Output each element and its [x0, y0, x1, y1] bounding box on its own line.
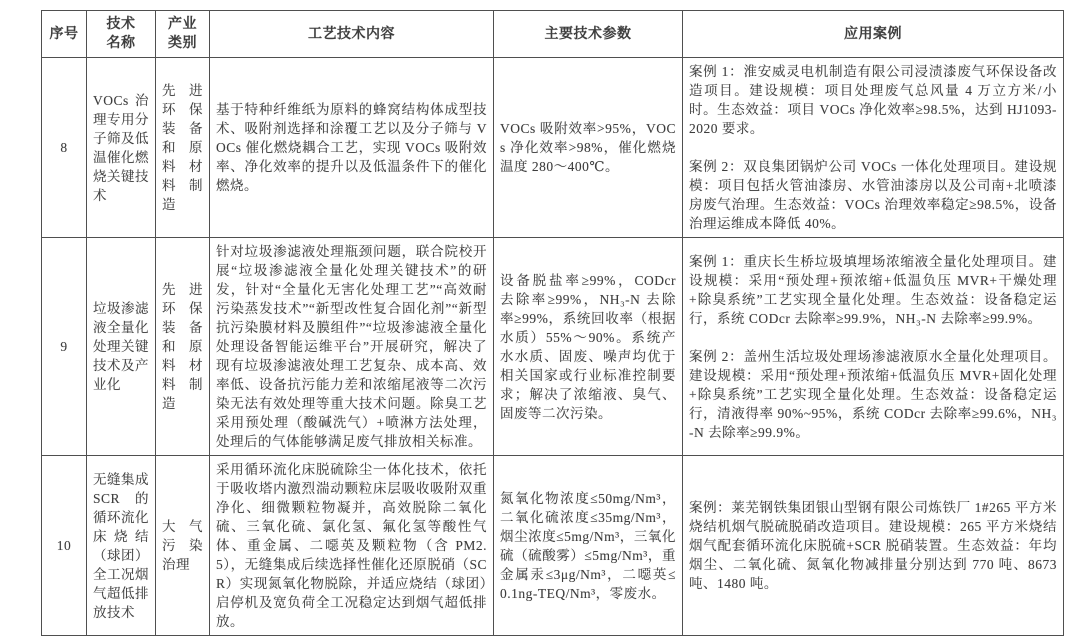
- table-row-8: [42, 58, 1064, 238]
- serial-cell: 9: [42, 238, 87, 456]
- header-serial-number: 序号: [42, 11, 87, 58]
- header-technology-name: 技术 名称: [87, 11, 156, 58]
- category-cell: 先进环保装备和原料材料制造: [156, 238, 210, 456]
- category-cell: 大气污染治理: [156, 456, 210, 636]
- tech-name-cell: VOCs 治理专用分子筛及低温催化燃烧关键技术: [87, 58, 156, 238]
- params-cell: VOCs 吸附效率>95%，VOCs 净化效率>98%，催化燃烧温度 280～400℃。: [494, 58, 683, 238]
- params-cell: 氮氧化物浓度≤50mg/Nm³，二氧化硫浓度≤35mg/Nm³，烟尘浓度≤5mg/Nm³，三氧化硫（硫酸雾）≤5mg/Nm³，重金属汞≤3μg/Nm³，二噁英≤0.1ng-TEQ/Nm³，零废水。: [494, 456, 683, 636]
- header-application-cases: 应用案例: [683, 11, 1064, 58]
- header-row: [42, 11, 1064, 58]
- serial-cell: 10: [42, 456, 87, 636]
- serial-cell: 8: [42, 58, 87, 238]
- case-paragraph: 案例 1：淮安威灵电机制造有限公司浸渍漆废气环保设备改造项目。建设规模：项目处理废气总风量 4 万立方米/小时。生态效益：项目 VOCs 净化效率≥98.5%，达到 HJ1093-2020 要求。: [689, 64, 1057, 136]
- technology-catalog-table: [41, 10, 1064, 636]
- cases-cell: [683, 238, 1064, 456]
- content-cell: 基于特种纤维纸为原料的蜂窝结构体成型技术、吸附剂选择和涂覆工艺以及分子筛与 VOCs 催化燃烧耦合工艺，实现 VOCs 吸附效率、净化效率的提升以及低温条件下的催化燃烧。: [210, 58, 494, 238]
- case-paragraph: 案例 2：盖州生活垃圾处理场渗滤液原水全量化处理项目。建设规模：采用“预处理+预浓缩+低温负压 MVR+固化处理+除臭系统”工艺实现全量化处理。生态效益：设备稳定运行，清液得率 90%~95%，系统 CODcr 去除率≥99.6%，NH₃-N 去除率≥99.9%。: [689, 348, 1057, 440]
- content-cell: 采用循环流化床脱硫除尘一体化技术，依托于吸收塔内激烈湍动颗粒床层吸收吸附双重净化、细微颗粒物凝并，高效脱除二氧化硫、三氧化硫、氯化氢、氟化氢等酸性气体、重金属、二噁英及颗粒物（含 PM2.5），无缝集成后续选择性催化还原脱硝（SCR）实现氮氧化物脱除，并适应烧结（球团）启停机及宽负荷全工况稳定达到烟气超低排放。: [210, 456, 494, 636]
- params-cell: 设备脱盐率≥99%，CODcr 去除率≥99%，NH₃-N 去除率≥99%，系统回收率（根据水质）55%～90%。系统产水水质、固废、噪声均优于相关国家或行业标准控制要求；解决了浓缩液、臭气、固废等二次污染。: [494, 238, 683, 456]
- case-paragraph: 案例 2：双良集团锅炉公司 VOCs 一体化处理项目。建设规模：项目包括火管油漆房、水管油漆房以及公司南+北喷漆房废气治理。生态效益：VOCs 治理效率稳定≥98.5%，设备治理运维成本降低 40%。: [689, 159, 1057, 231]
- tech-name-cell: 无缝集成 SCR 的循环流化床烧结（球团）全工况烟气超低排放技术: [87, 456, 156, 636]
- content-cell: 针对垃圾渗滤液处理瓶颈问题，联合院校开展“垃圾渗滤液全量化处理关键技术”的研发，针对“全量化无害化处理工艺”“高效耐污染蒸发技术”“新型改性复合固化剂”“新型抗污染膜材料及膜组件”“垃圾渗滤液全量化处理设备智能运维平台”开展研究，解决了现有垃圾渗滤液处理工艺复杂、成本高、效率低、设备抗污能力差和浓缩尾液等二次污染无法有效处理等重大技术问题。除臭工艺采用预处理（酸碱洗气）+喷淋方法处理，处理后的气体能够满足废气排放相关标准。: [210, 238, 494, 456]
- table-row-10: [42, 456, 1064, 636]
- cases-cell: [683, 456, 1064, 636]
- tech-name-cell: 垃圾渗滤液全量化处理关键技术及产业化: [87, 238, 156, 456]
- category-cell: 先进环保装备和原料材料制造: [156, 58, 210, 238]
- header-process-content: 工艺技术内容: [210, 11, 494, 58]
- table-row-9: [42, 238, 1064, 456]
- cases-cell: [683, 58, 1064, 238]
- case-paragraph: 案例 1：重庆长生桥垃圾填埋场浓缩液全量化处理项目。建设规模：采用“预处理+预浓缩+低温负压 MVR+干燥处理+除臭系统”工艺实现全量化处理。生态效益：设备稳定运行，系统 CODcr 去除率≥99.9%，NH₃-N 去除率≥99.9%。: [689, 253, 1057, 326]
- header-main-parameters: 主要技术参数: [494, 11, 683, 58]
- case-paragraph: 案例：莱芜钢铁集团银山型钢有限公司炼铁厂 1#265 平方米烧结机烟气脱硫脱硝改造项目。建设规模：265 平方米烧结烟气配套循环流化床脱硫+SCR 脱硝装置。生态效益：年均烟尘、二氧化硫、氮氧化物减排量分别达到 770 吨、8673 吨、1480 吨。: [689, 500, 1057, 591]
- header-industry-category: 产业 类别: [156, 11, 210, 58]
